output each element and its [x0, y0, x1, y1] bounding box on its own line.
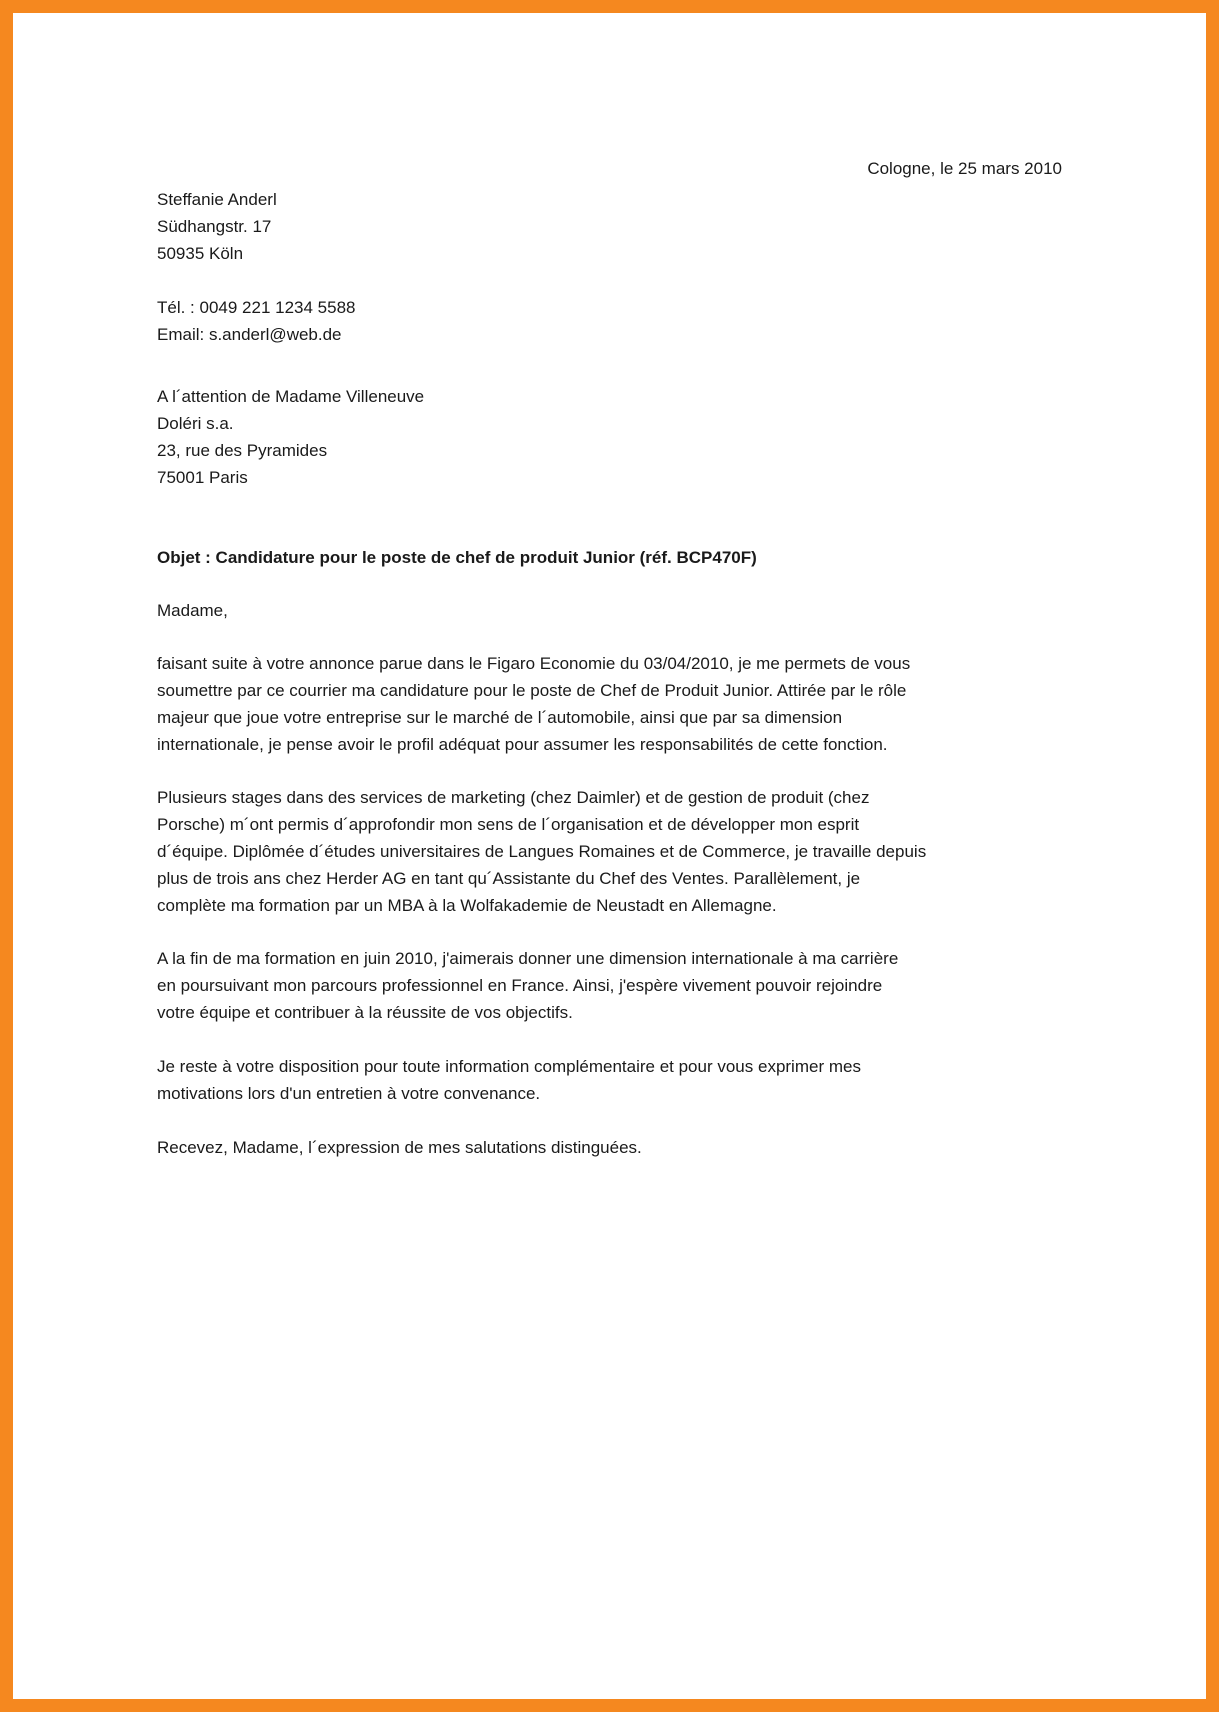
paragraph-1-line-3: majeur que joue votre entreprise sur le marché de l´automobile, ainsi que par sa dimension	[157, 708, 843, 727]
letter-subject: Objet : Candidature pour le poste de chef de produit Junior (réf. BCP470F)	[157, 548, 757, 567]
sender-phone: Tél. : 0049 221 1234 5588	[157, 298, 356, 317]
paragraph-1-line-2: soumettre par ce courrier ma candidature pour le poste de Chef de Produit Junior. Attirée par le rôle	[157, 681, 907, 700]
letter-closing: Recevez, Madame, l´expression de mes salutations distinguées.	[157, 1138, 642, 1157]
sender-email: Email: s.anderl@web.de	[157, 325, 342, 344]
sender-street: Südhangstr. 17	[157, 217, 272, 236]
recipient-company: Doléri s.a.	[157, 414, 234, 433]
paragraph-2-line-4: plus de trois ans chez Herder AG en tant qu´Assistante du Chef des Ventes. Parallèlement, je	[157, 869, 861, 888]
recipient-city: 75001 Paris	[157, 468, 248, 487]
sender-city: 50935 Köln	[157, 244, 244, 263]
paragraph-2-line-5: complète ma formation par un MBA à la Wolfakademie de Neustadt en Allemagne.	[157, 896, 777, 915]
paragraph-2-line-2: Porsche) m´ont permis d´approfondir mon sens de l´organisation et de développer mon esprit	[157, 815, 860, 834]
letter-date: Cologne, le 25 mars 2010	[867, 159, 1062, 178]
recipient-attention: A l´attention de Madame Villeneuve	[157, 387, 425, 406]
letter-salutation: Madame,	[157, 601, 228, 620]
paragraph-1-line-4: internationale, je pense avoir le profil adéquat pour assumer les responsabilités de cette fonction.	[157, 735, 888, 754]
paragraph-3-line-3: votre équipe et contribuer à la réussite de vos objectifs.	[157, 1003, 573, 1022]
paragraph-4-line-1: Je reste à votre disposition pour toute information complémentaire et pour vous exprimer mes	[157, 1057, 861, 1076]
paragraph-3-line-2: en poursuivant mon parcours professionnel en France. Ainsi, j'espère vivement pouvoir rejoindre	[157, 976, 883, 995]
sender-name: Steffanie Anderl	[157, 190, 277, 209]
paragraph-2-line-1: Plusieurs stages dans des services de marketing (chez Daimler) et de gestion de produit (chez	[157, 788, 870, 807]
paragraph-2-line-3: d´équipe. Diplômée d´études universitaires de Langues Romaines et de Commerce, je travaille depuis	[157, 842, 927, 861]
recipient-street: 23, rue des Pyramides	[157, 441, 328, 460]
paragraph-3-line-1: A la fin de ma formation en juin 2010, j'aimerais donner une dimension internationale à ma carrière	[157, 949, 899, 968]
paragraph-1-line-1: faisant suite à votre annonce parue dans le Figaro Economie du 03/04/2010, je me permets de vous	[157, 654, 911, 673]
paragraph-4-line-2: motivations lors d'un entretien à votre convenance.	[157, 1084, 541, 1103]
